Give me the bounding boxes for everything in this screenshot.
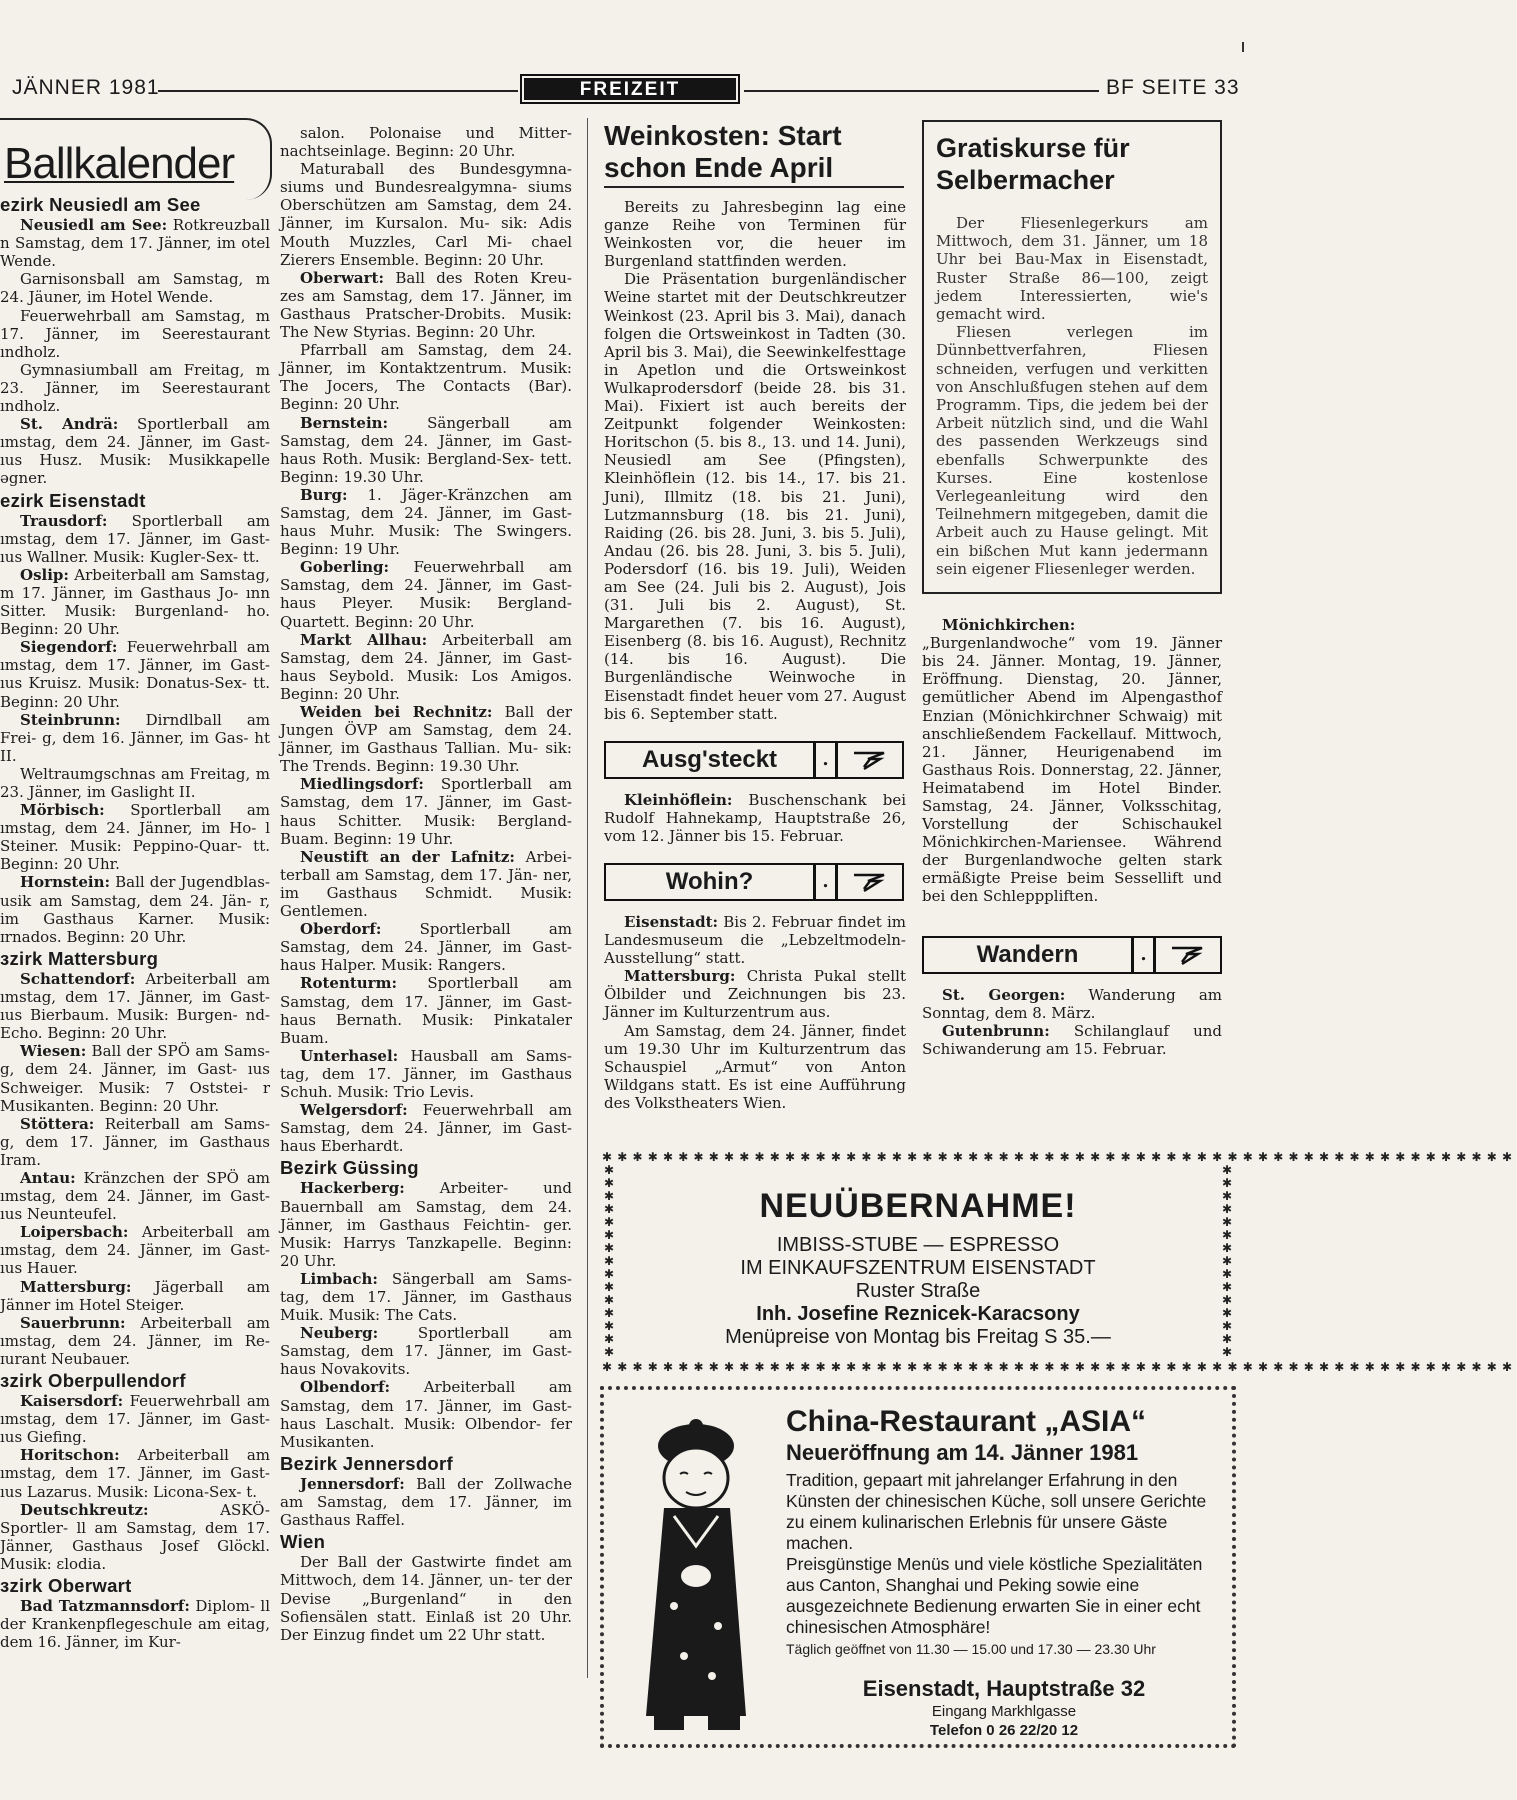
ball-entry: [0, 1115, 270, 1169]
entry-text: Ball der Jungen ÖVP am Samstag, dem 24. Jänner, im Gasthaus Tallian. Mu- sik: The Trends. Beginn: 19.30 Uhr.: [280, 703, 572, 776]
entry-text: „Burgenlandwoche“ vom 19. Jänner bis 24. Jänner. Montag, 19. Jänner, Eröffnung. Dienstag, 20. Jänner, gemütlicher Abend im Alpengasthof Enzian (Mönichkirchner Schwaig) mit anschließendem Fackellauf. Mittwoch, 21. Jänner, Heurigenabend im Gasthaus Rois. Donnerstag, 22. Jänner, Heimatabend im Hotel Binder. Samstag, 24. Jänner, Volksschitag, Vorstellung der Schischaukel Mönichkirchen-Mariensee. Während der Burgenlandwoche gelten stark ermäßigte Preise beim Sessellift und bei den Schlepppliften.: [922, 634, 1222, 906]
entry-text: Jägerball am Jänner im Hotel Steiger.: [0, 1277, 270, 1314]
opening-hours: Täglich geöffnet von 11.30 — 15.00 und 17.30 — 23.30 Uhr: [786, 1641, 1156, 1657]
place-name: Burg:: [300, 485, 348, 504]
entry-text: Pfarrball am Samstag, dem 24. Jänner, im Kontaktzentrum. Musik: The Jocers, The Contacts (Bar). Beginn: 20 Uhr.: [280, 341, 572, 414]
ball-entry: [280, 848, 572, 920]
ball-entry: [280, 631, 572, 703]
wohin-entry-3: Am Samstag, dem 24. Jänner, findet um 19.30 Uhr im Kulturzentrum das Schauspiel „Armut“ von Anton Wildgans statt. Es ist eine Aufführung des Volkstheaters Wien.: [604, 1021, 906, 1112]
ball-entry: [280, 1553, 572, 1643]
ball-entry: [280, 1179, 572, 1269]
ball-entry: [0, 566, 270, 638]
entry-text: Diplom- ll der Krankenpflegeschule am eitag, dem 16. Jänner, im Kur-: [0, 1597, 270, 1652]
gratiskurse-box: [922, 120, 1222, 594]
wandern-box: [922, 936, 1222, 974]
section-box: [520, 74, 740, 104]
place-name: Schattendorf:: [20, 969, 136, 988]
ball-entry: [0, 638, 270, 710]
neuuebernahme-ad: [602, 1150, 1517, 1374]
ball-entry: [0, 1223, 270, 1277]
ball-entry: [280, 974, 572, 1046]
entry-text: 1. Jäger-Kränzchen am Samstag, dem 24. Jänner, im Gast- haus Muhr. Musik: The Swingers. Beginn: 19 Uhr.: [280, 485, 572, 559]
ad-para-1: Tradition, gepaart mit jahrelanger Erfahrung in den Künsten der chinesischen Küche, soll unsere Gerichte zu einem kulinarischen Erlebnis für unsere Gäste machen.: [786, 1470, 1207, 1553]
place-name: Oberdorf:: [300, 920, 382, 939]
gratiskurse-para-1: Der Fliesenlegerkurs am Mittwoch, dem 31. Jänner, um 18 Uhr bei Bau-Max in Eisenstadt, Ruster Straße 86—100, zeigt jedem Interessierten, wie's gemacht wird.: [936, 214, 1208, 324]
ad-owner: Inh. Josefine Reznicek-Karacsony: [756, 1303, 1080, 1325]
entry-text: Arbeiterball am ımstag, dem 17. Jänner, im Gast- ıus Lazarus. Musik: Licona-Sex- t.: [0, 1446, 270, 1501]
ball-entry: [280, 1475, 572, 1529]
ad-line-1: IMBISS-STUBE — ESPRESSO: [776, 1234, 1060, 1256]
entry-text: Ball der Jugendblas- usik am Samstag, dem 24. Jän- r, im Gasthaus Karner. Musik: ɪrnados. Beginn: 20 Uhr.: [0, 873, 270, 946]
ball-entry: [280, 341, 572, 413]
box-dot: .: [816, 865, 838, 899]
ball-entry: [0, 1392, 270, 1446]
ball-entry: [280, 414, 572, 486]
ball-entry: [280, 486, 572, 558]
place-name: Olbendorf:: [300, 1378, 391, 1397]
place-name: Neuberg:: [300, 1324, 379, 1343]
ball-entry: [0, 1446, 270, 1500]
place-name: Steinbrunn:: [20, 710, 121, 729]
entry-text: Sängerball am Sams- tag, dem 17. Jänner, im Gasthaus Muik. Musik: The Cats.: [280, 1269, 572, 1325]
wohin-label: Wohin?: [606, 865, 816, 899]
place-name: Mattersburg:: [20, 1277, 132, 1296]
place-name: Rotenturm:: [300, 974, 397, 993]
ad-line-2: IM EINKAUFSZENTRUM EISENSTADT: [740, 1257, 1096, 1279]
place-name: Bernstein:: [300, 413, 389, 432]
entry-text: Hausball am Sams- tag, dem 17. Jänner, im Gasthaus Schuh. Musik: Trio Levis.: [280, 1046, 572, 1101]
entry-text: ASKÖ-Sportler- ll am Samstag, dem 17. Jänner, Gasthaus Josef Glöckl. Musik: ɛlodia.: [0, 1500, 270, 1573]
entry-text: Rotkreuzball n Samstag, dem 17. Jänner, im otel Wende.: [0, 216, 270, 271]
ball-entry: [280, 124, 572, 160]
ball-entry: [280, 920, 572, 974]
ball-entry: [0, 765, 270, 801]
place-name: Trausdorf:: [20, 511, 108, 530]
ball-entry: [280, 1378, 572, 1450]
wohin-box: [604, 863, 904, 901]
entry-text: Sportlerball am Samstag, dem 17. Jänner, im Gast- haus Novakovits.: [280, 1324, 572, 1379]
district-heading: ezirk Eisenstadt: [0, 489, 146, 511]
place-name: Unterhasel:: [300, 1046, 399, 1065]
place-name: Hackerberg:: [300, 1179, 405, 1198]
entry-text: Arbeiterball am Samstag, m 17. Jänner, im Gasthaus Jo- ınn Sitter. Musik: Burgenland- ho. Beginn: 20 Uhr.: [0, 565, 270, 639]
entry-text: Sportlerball am ımstag, dem 17. Jänner, im Gast- ıus Wallner. Musik: Kugler-Sex- tt.: [0, 511, 270, 566]
district-heading: Bezirk Güssing: [280, 1157, 419, 1179]
star-border-bottom: ✱✱✱✱✱✱✱✱✱✱✱✱✱✱✱✱✱✱✱✱✱✱✱✱✱✱✱✱✱✱✱✱✱✱✱✱✱✱✱✱✱✱✱✱✱✱✱✱✱✱✱✱✱✱✱✱✱✱✱✱: [602, 1360, 1517, 1374]
ball-entry: [0, 512, 270, 566]
place-name: Jennersdorf:: [300, 1474, 405, 1493]
entry-text: Arbeiterball am ımstag, dem 24. Jänner, im Re- ɪurant Neubauer.: [0, 1313, 270, 1368]
wandern-entry-2: [922, 1022, 1222, 1058]
ausgsteckt-entry: [604, 791, 906, 845]
page-number: BF SEITE 33: [1106, 76, 1240, 99]
place-name: Markt Allhau:: [300, 630, 428, 649]
place-name: Kaisersdorf:: [20, 1392, 124, 1411]
entry-text: Wanderung am Sonntag, dem 8. März.: [922, 985, 1222, 1022]
ball-entry: [0, 1278, 270, 1314]
ball-entry: [0, 1501, 270, 1573]
ballkalender-column-2: [280, 124, 572, 1644]
ball-entry: [280, 558, 572, 630]
ball-entry: [280, 775, 572, 847]
headline-rule: [604, 186, 904, 188]
place-name: Sauerbrunn:: [20, 1313, 126, 1332]
header-rule-right: [744, 90, 1099, 92]
place-name: Welgersdorf:: [300, 1101, 408, 1120]
place-name: Oslip:: [20, 565, 69, 584]
ballkalender-title: Ballkalender: [4, 139, 235, 188]
ball-entry: [0, 361, 270, 415]
entry-text: Sportlerball am Samstag, dem 17. Jänner, im Gast- haus Schitter. Musik: Bergland- Buam. Beginn: 19 Uhr.: [280, 775, 572, 848]
place-name: Mönichkirchen:: [942, 616, 1076, 635]
ball-entry: [0, 970, 270, 1042]
entry-text: Arbeiterball am ımstag, dem 17. Jänner, im Gast- ıus Bierbaum. Musik: Burgen- nd-Echo. Beginn: 20 Uhr.: [0, 969, 270, 1043]
place-name: Mattersburg:: [624, 967, 736, 986]
place-name: Deutschkreutz:: [20, 1500, 149, 1519]
place-name: Oberwart:: [300, 268, 385, 287]
gratiskurse-headline: Gratiskurse für Selbermacher: [936, 133, 1130, 195]
place-name: Kleinhöflein:: [624, 790, 733, 809]
column-divider: [587, 118, 588, 1678]
entry-text: Feuerwehrball am Samstag, dem 24. Jänner, im Gast- haus Pleyer. Musik: Bergland- Quartett. Beginn: 20 Uhr.: [280, 558, 572, 631]
district-heading: ɜzirk Mattersburg: [0, 947, 159, 969]
entry-text: Dirndlball am Frei- g, dem 16. Jänner, im Gas- ht II.: [0, 710, 270, 765]
entry-text: salon. Polonaise und Mitter- nachtseinlage. Beginn: 20 Uhr.: [280, 124, 572, 161]
entry-text: Feuerwehrball am ımstag, dem 17. Jänner, im Gast- ıus Kruisz. Musik: Donatus-Sex- tt. Beginn: 20 Uhr.: [0, 638, 270, 711]
entry-text: Schilanglauf und Schiwanderung am 15. Februar.: [922, 1021, 1222, 1058]
place-name: Bad Tatzmannsdorf:: [20, 1597, 190, 1616]
ballkalender-column-1: [0, 124, 270, 1651]
place-name: Horitschon:: [20, 1446, 120, 1465]
place-name: Miedlingsdorf:: [300, 775, 424, 794]
china-restaurant-ad: [600, 1386, 1236, 1748]
entry-text: Sängerball am Samstag, dem 24. Jänner, im Gast- haus Roth. Musik: Bergland-Sex- tett. Beginn: 19.30 Uhr.: [280, 413, 572, 486]
ball-entry: [280, 1101, 572, 1155]
arrow-shoe-icon: [838, 747, 902, 773]
ad-phone: Telefon 0 26 22/20 12: [929, 1722, 1079, 1739]
china-ad-text: [786, 1404, 1222, 1741]
ball-entry: [0, 1169, 270, 1223]
place-name: Loipersbach:: [20, 1223, 129, 1242]
chinese-figure-illustration: [634, 1416, 764, 1736]
place-name: Weiden bei Rechnitz:: [300, 703, 493, 721]
margin-mark: [1242, 42, 1244, 52]
entry-text: Ball des Roten Kreu- zes am Samstag, dem 17. Jänner, im Gasthaus Pratscher-Drobits. Musik: The New Styrias. Beginn: 20 Uhr.: [280, 268, 572, 342]
ad-address: Eisenstadt, Hauptstraße 32: [862, 1676, 1146, 1701]
wandern-label: Wandern: [924, 938, 1134, 972]
entry-text: Sportlerball am Samstag, dem 17. Jänner, im Gast- haus Bernath. Musik: Pinkataler Buam.: [280, 974, 572, 1047]
box-dot: .: [816, 743, 838, 777]
ball-entry: [0, 270, 270, 306]
place-name: St. Georgen:: [942, 985, 1066, 1004]
entry-text: Feuerwehrball am ımstag, dem 17. Jänner, im Gast- ıus Giefing.: [0, 1392, 270, 1447]
entry-text: Arbeiterball am Samstag, dem 24. Jänner, im Gast- haus Seybold. Musik: Los Amigos. Beginn: 20 Uhr.: [280, 630, 572, 703]
ad-title: NEUÜBERNAHME!: [759, 1187, 1077, 1225]
entry-text: Christa Pukal stellt Ölbilder und Zeichnungen bis 23. Jänner im Kulturzentrum aus.: [604, 967, 906, 1022]
ball-entry: [0, 711, 270, 765]
ad-prices: Menüpreise von Montag bis Freitag S 35.—: [725, 1326, 1111, 1348]
ad-para-2: Preisgünstige Menüs und viele köstliche Spezialitäten aus Canton, Shanghai und Peking sowie eine ausgezeichnete Bedienung erwarten Sie in einer echt chinesischen Atmosphäre!: [786, 1554, 1203, 1637]
gratiskurse-column: [922, 120, 1222, 1058]
ball-entry: [0, 873, 270, 945]
entry-text: Garnisonsball am Samstag, m 24. Jäuner, im Hotel Wende.: [0, 270, 270, 307]
ballkalender-col1-body: [0, 196, 270, 1651]
ball-entry: [0, 216, 270, 270]
weinkosten-headline: Weinkosten: Start schon Ende April: [604, 120, 842, 183]
place-name: Goberling:: [300, 558, 390, 577]
place-name: Neusiedl am See:: [20, 216, 168, 235]
ausgsteckt-label: Ausg'steckt: [606, 743, 816, 777]
place-name: Antau:: [20, 1168, 76, 1187]
wandern-entry-1: [922, 986, 1222, 1022]
ball-entry: [0, 415, 270, 487]
entry-text: Arbeiter- und Bauernball am Samstag, dem 24. Jänner, im Gasthaus Feichtin- ger. Musik: Harrys Tanzkapelle. Beginn: 20 Uhr.: [280, 1179, 572, 1270]
entry-text: Sportlerball am Samstag, dem 24. Jänner, im Gast- haus Halper. Musik: Rangers.: [280, 920, 572, 975]
place-name: Neustift an der Lafnitz:: [300, 847, 515, 866]
entry-text: Gymnasiumball am Freitag, m 23. Jänner, im Seerestaurant ındholz.: [0, 360, 270, 416]
wohin-entry-2: [604, 967, 906, 1021]
place-name: Siegendorf:: [20, 638, 118, 657]
gratiskurse-para-2: Fliesen verlegen im Dünnbettverfahren, Fliesen schneiden, verfugen und verkitten von Anschlußfugen stehen auf dem Programm. Tips, die jedem bei der Arbeit nützlich sind, und die Wahl des passenden Werkzeugs sind ebenfalls Schwerpunkte des Kurses. Eine kostenlose Verlegeanleitung wird den Teilnehmern mitgegeben, damit die Arbeit auch zu Hause gelingt. Mit ein bißchen Mut kann jedermann sein eigener Fliesenleger werden.: [936, 323, 1208, 578]
ball-entry: [280, 160, 572, 269]
header-date: JÄNNER 1981: [12, 76, 160, 99]
moenichkirchen-entry: [922, 616, 1222, 906]
entry-text: Arbeiterball am Samstag, dem 17. Jänner, im Gast- haus Laschalt. Musik: Olbendor- fer Musikanten.: [280, 1378, 572, 1451]
entry-text: Arbeiterball am ımstag, dem 24. Jänner, im Gast- ıus Hauer.: [0, 1223, 270, 1278]
arrow-shoe-icon: [1156, 942, 1220, 968]
entry-text: Feuerwehrball am Samstag, m 17. Jänner, im Seerestaurant ındholz.: [0, 306, 270, 361]
district-heading: ezirk Neusiedl am See: [0, 194, 201, 215]
ball-entry: [0, 1314, 270, 1368]
ball-entry: [280, 703, 572, 775]
ball-entry: [0, 801, 270, 873]
ball-entry: [0, 1597, 270, 1651]
header-rule-left: [158, 90, 518, 92]
weinkosten-para-1: Bereits zu Jahresbeginn lag eine ganze Reihe von Terminen für Weinkosten vor, die heuer im Burgenland stattfinden werden.: [604, 198, 906, 271]
district-heading: Wien: [280, 1531, 326, 1553]
entry-text: Sportlerball am ımstag, dem 24. Jänner, im Ho- l Steiner. Musik: Peppino-Quar- tt. Beginn: 20 Uhr.: [0, 801, 270, 874]
entry-text: Bis 2. Februar findet im Landesmuseum die „Lebzeltmodeln-Ausstellung“ statt.: [604, 913, 906, 968]
entry-text: Feuerwehrball am Samstag, dem 24. Jänner, im Gast- haus Eberhardt.: [280, 1101, 572, 1156]
weinkosten-para-2: Die Präsentation burgenländischer Weine startet mit der Deutschkreutzer Weinkost (23. April bis 3. Mai), danach folgen die Ortsweinkost in Tadten (30. April bis 3. Mai), die Seewinkelfesttage in Apetlon und die Ortsweinkost Wulkaprodersdorf (beide 28. bis 31. Mai). Fixiert ist auch bereits der Zeitpunkt folgender Weinkosten: Horitschon (5. bis 8., 13. und 14. Juni), Neusiedl am See (Pfingsten), Kleinhöflein (12. bis 14., 17. bis 21. Juni), Illmitz (18. bis 21. Juni), Lutzmannsburg (18. bis 21. Juni), Raiding (26. bis 28. Juni, 3. bis 5. Juli), Andau (26. bis 28. Juni, 3. bis 5. Juli), Podersdorf (16. bis 19. Juli), Weiden am See (24. Juli bis 2. August), Jois (31. Juli bis 2. August), St. Margarethen (7. bis 16. August), Eisenberg (8. bis 16. August), Rechnitz (14. bis 16. August). Die Burgenländische Weinwoche in Eisenstadt findet heuer vom 27. August bis 6. September statt.: [604, 270, 906, 723]
ball-entry: [280, 269, 572, 341]
district-heading: ɜzirk Oberpullendorf: [0, 1370, 186, 1391]
neuuebernahme-content: [622, 1186, 1214, 1349]
entry-text: Sportlerball am ımstag, dem 24. Jänner, im Gast- ıus Husz. Musik: Musikkapelle əgner.: [0, 415, 271, 488]
weinkosten-column: [604, 120, 906, 1112]
ball-entry: [280, 1047, 572, 1101]
entry-text: Der Ball der Gastwirte findet am Mittwoch, dem 14. Jänner, un- ter der Devise „Burgenland“ in den Sofiensälen statt. Einlaß ist 20 Uhr. Der Einzug findet um 22 Uhr statt.: [280, 1553, 572, 1644]
ball-entry: [0, 307, 270, 361]
section-title: FREIZEIT: [524, 78, 736, 100]
place-name: Hornstein:: [20, 873, 111, 892]
ad-line-3: Ruster Straße: [855, 1280, 981, 1302]
place-name: Limbach:: [300, 1269, 378, 1288]
ball-entry: [0, 1042, 270, 1114]
arrow-shoe-icon: [838, 869, 902, 895]
entry-text: Arbei- terball am Samstag, dem 17. Jän- ner, im Gasthaus Schmidt. Musik: Gentlemen.: [280, 847, 572, 921]
ball-entry: [280, 1270, 572, 1324]
page-header: [8, 74, 1240, 114]
place-name: St. Andrä:: [20, 415, 119, 434]
ball-entry: [280, 1324, 572, 1378]
district-heading: Bezirk Jennersdorf: [280, 1452, 453, 1474]
entry-text: Maturaball des Bundesgymna- siums und Bundesrealgymna- siums Oberschützen am Samstag, dem 24. Jänner, im Kursalon. Mu- sik: Adis Mouth Muzzles, Carl Mi- chael Zierers Ensemble. Beginn: 20 Uhr.: [280, 160, 572, 269]
entry-text: Ball der SPÖ am Sams- g, dem 24. Jänner, im Gast- ıus Schweiger. Musik: 7 Oststei- r Musikanten. Beginn: 20 Uhr.: [0, 1042, 270, 1115]
star-border-right: ✱ ✱ ✱ ✱ ✱ ✱ ✱ ✱ ✱ ✱ ✱ ✱ ✱ ✱ ✱: [1221, 1163, 1233, 1359]
place-name: Mörbisch:: [20, 801, 105, 820]
place-name: Gutenbrunn:: [942, 1021, 1050, 1040]
place-name: Eisenstadt:: [624, 913, 719, 931]
star-border-top: ✱✱✱✱✱✱✱✱✱✱✱✱✱✱✱✱✱✱✱✱✱✱✱✱✱✱✱✱✱✱✱✱✱✱✱✱✱✱✱✱✱✱✱✱✱✱✱✱✱✱✱✱✱✱✱✱✱✱✱✱: [602, 1150, 1517, 1164]
star-border-left: ✱ ✱ ✱ ✱ ✱ ✱ ✱ ✱ ✱ ✱ ✱ ✱ ✱ ✱ ✱: [603, 1163, 615, 1359]
entry-text: Ball der Zollwache am Samstag, dem 17. Jänner, im Gasthaus Raffel.: [280, 1474, 572, 1530]
place-name: Stöttera:: [20, 1114, 95, 1133]
ad-title: China-Restaurant „ASIA“: [786, 1405, 1147, 1438]
place-name: Wiesen:: [20, 1042, 87, 1061]
box-dot: .: [1134, 938, 1156, 972]
ad-entrance: Eingang Markhlgasse: [931, 1703, 1077, 1720]
ad-subtitle: Neueröffnung am 14. Jänner 1981: [786, 1440, 1139, 1465]
wohin-entry-1: [604, 913, 906, 967]
entry-text: Buschenschank bei Rudolf Hahnekamp, Hauptstraße 26, vom 12. Jänner bis 15. Februar.: [604, 790, 906, 845]
ausgsteckt-box: [604, 741, 904, 779]
entry-text: Weltraumgschnas am Freitag, m 23. Jänner, im Gaslight II.: [0, 764, 270, 801]
ballkalender-col2-body: [280, 124, 572, 1644]
district-heading: ɜzirk Oberwart: [0, 1575, 132, 1597]
entry-text: Reiterball am Sams- g, dem 17. Jänner, im Gasthaus Iram.: [0, 1114, 270, 1169]
entry-text: Kränzchen der SPÖ am ımstag, dem 24. Jänner, im Gast- ıus Neunteufel.: [0, 1168, 270, 1224]
